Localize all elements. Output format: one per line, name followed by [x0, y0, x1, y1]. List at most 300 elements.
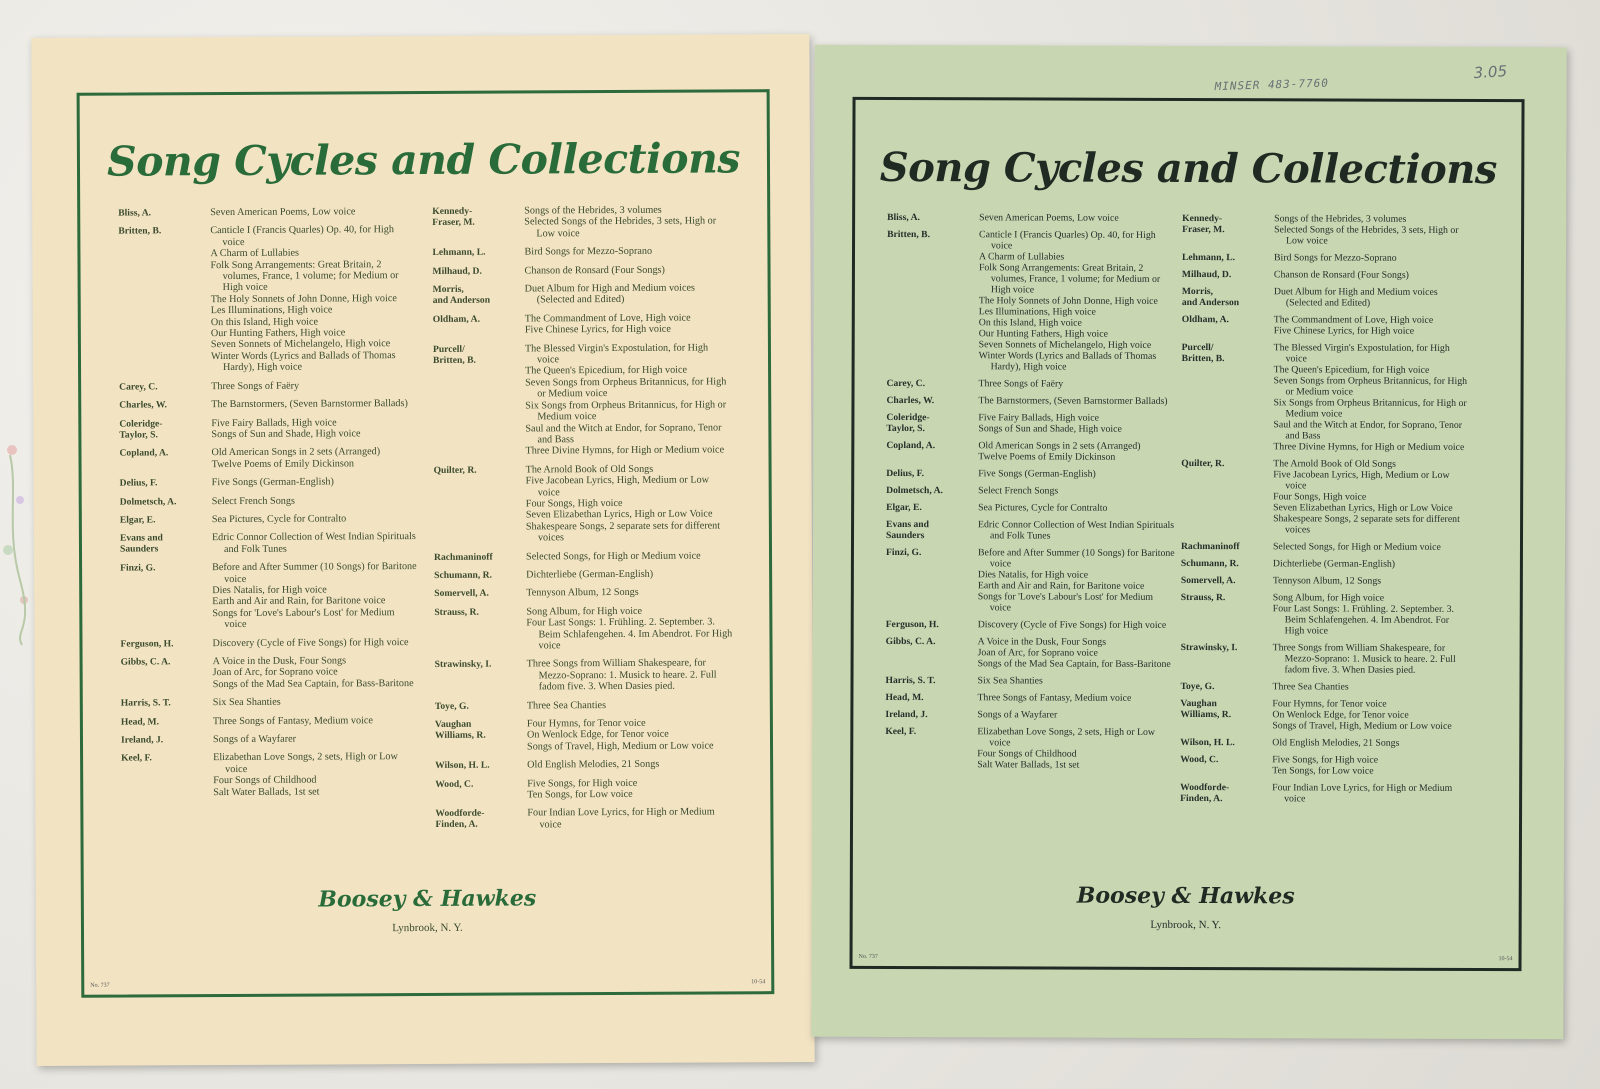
composer-name: Finzi, G. [120, 562, 156, 574]
catalog-entry [886, 395, 1176, 407]
work-title: Salt Water Ballads, 1st set [977, 759, 1080, 771]
work-title: Les Illuminations, High voice [210, 304, 333, 317]
catalog-column-b [432, 204, 733, 838]
work-title: Three Divine Hymns, for High or Medium voice [525, 444, 725, 457]
work-title: The Holy Sonnets of John Donne, High voice [978, 295, 1158, 307]
works-list [1273, 541, 1471, 553]
work-title: Select French Songs [211, 495, 295, 507]
composer-name: Elgar, E. [886, 501, 922, 514]
works-list [524, 246, 730, 258]
works-list [1273, 575, 1471, 587]
work-title: Edric Connor Collection of West Indian Spirituals and Folk Tunes [211, 531, 416, 555]
work-title: Folk Song Arrangements: Great Britain, 2 volumes, France, 1 volume; for Medium or High voice [978, 262, 1161, 296]
work-title: Three Songs of Fantasy, Medium voice [212, 714, 373, 727]
works-list [210, 224, 417, 373]
work-title: Elizabethan Love Songs, 2 sets, High or Low voice [213, 751, 398, 775]
work-title: Five Chinese Lyrics, for High voice [524, 323, 671, 336]
composer-name: Britten, B. [887, 228, 930, 241]
composer-name: Coleridge- Taylor, S. [119, 417, 163, 441]
work-title: Five Songs, for High voice [527, 777, 638, 790]
composer-name: Wilson, H. L. [435, 759, 490, 772]
works-list [978, 468, 1176, 480]
work-title: Selected Songs of the Hebrides, 3 sets, High or Low voice [1274, 224, 1459, 247]
composer-name: Delius, F. [119, 477, 158, 489]
works-list [527, 717, 733, 752]
work-title: Five Songs, for High voice [1272, 754, 1379, 766]
composer-name: Milhaud, D. [432, 265, 482, 277]
work-title: Winter Words (Lyrics and Ballads of Thomas Hardy), High voice [210, 350, 396, 374]
page-frame [77, 89, 775, 998]
catalog-entry [1180, 698, 1470, 732]
work-title: Three Divine Hymns, for High or Medium voice [1273, 441, 1465, 453]
work-title: Three Songs of Faëry [978, 378, 1064, 390]
work-title: Song Album, for High voice [1272, 592, 1385, 604]
composer-name: Copland, A. [119, 447, 169, 459]
composer-name: Vaughan Williams, R. [434, 718, 486, 741]
catalog-entry [1180, 681, 1470, 693]
catalog-entry [886, 636, 1176, 670]
catalog-entry [886, 519, 1176, 542]
work-title: Before and After Summer (10 Songs) for Baritone voice [977, 547, 1175, 570]
work-title: Winter Words (Lyrics and Ballads of Thomas Hardy), High voice [978, 350, 1157, 373]
work-title: Songs of a Wayfarer [977, 709, 1058, 721]
composer-name: Strawinsky, I. [1180, 641, 1238, 654]
catalog-entry [120, 561, 418, 631]
works-list [978, 412, 1176, 435]
composer-name: Toye, G. [434, 700, 469, 712]
works-list [1272, 754, 1470, 777]
catalog-number: No. 737 [858, 953, 878, 960]
catalog-entry [432, 246, 730, 259]
catalog-entry [118, 206, 416, 219]
catalog-entry [886, 619, 1176, 631]
composer-name: Woodforde- Finden, A. [435, 808, 485, 831]
composer-name: Evans and Saunders [119, 532, 163, 555]
composer-name: Charles, W. [119, 399, 167, 411]
composer-name: Evans and Saunders [886, 518, 930, 542]
catalog-entry [1180, 737, 1470, 749]
composer-name: Morris, and Anderson [1181, 285, 1240, 309]
catalog-entry [1181, 558, 1471, 570]
works-list [212, 495, 418, 507]
works-list [213, 733, 419, 745]
work-title: Songs of Sun and Shade, High voice [211, 428, 361, 441]
composer-name: Keel, F. [885, 725, 917, 738]
work-title: Five Fairy Ballads, High voice [211, 416, 337, 429]
catalog-entry [1181, 575, 1471, 587]
catalog-entry [886, 468, 1176, 480]
work-title: Five Jacobean Lyrics, High, Medium or Low voice [1273, 469, 1450, 492]
composer-name: Wood, C. [435, 778, 474, 790]
works-list [978, 395, 1176, 407]
work-title: Seven Sonnets of Michelangelo, High voice [978, 339, 1152, 351]
work-title: Seven Elizabethan Lyrics, High or Low Voice [1273, 502, 1453, 514]
composer-name: Delius, F. [886, 467, 925, 480]
work-title: Dies Natalis, for High voice [977, 569, 1089, 581]
work-title: Songs for 'Love's Labour's Lost' for Medium voice [977, 591, 1154, 614]
composer-name: Morris, and Anderson [432, 283, 491, 306]
composer-name: Dolmetsch, A. [119, 495, 177, 508]
page-title: Song Cycles and Collections [879, 143, 1497, 194]
work-title: Four Songs of Childhood [977, 748, 1077, 760]
catalog-entry [1180, 782, 1470, 805]
works-list [527, 807, 733, 831]
composer-name: Ferguson, H. [885, 618, 939, 631]
work-title: Dichterliebe (German-English) [1272, 558, 1396, 570]
catalog-entry [885, 726, 1175, 771]
work-title: Duet Album for High and Medium voices (Selected and Edited) [524, 282, 696, 306]
work-title: Duet Album for High and Medium voices (Selected and Edited) [1273, 286, 1438, 309]
work-title: The Barnstormers, (Seven Barnstormer Ballads) [211, 398, 408, 411]
composer-name: Gibbs, C. A. [120, 656, 171, 668]
catalog-entry [435, 699, 733, 712]
work-title: Seven Songs from Orpheus Britannicus, for High or Medium voice [1273, 375, 1468, 398]
work-title: Songs of a Wayfarer [212, 733, 297, 746]
work-title: Songs of the Hebrides, 3 volumes [1274, 213, 1407, 225]
works-list [977, 709, 1175, 721]
catalog-entry [1182, 252, 1472, 264]
composer-name: Keel, F. [121, 752, 152, 765]
work-title: Dies Natalis, for High voice [212, 584, 327, 597]
works-list [526, 605, 732, 652]
works-list [527, 699, 733, 711]
work-title: Three Songs from William Shakespeare, for Mezzo-Soprano: 1. Musick to heare. 2. Full fadom five. 3. When Dasies pied. [1272, 642, 1456, 676]
catalog-entry [886, 485, 1176, 497]
work-title: Four Hymns, for Tenor voice [1272, 698, 1387, 710]
work-title: Five Songs (German-English) [211, 476, 334, 489]
works-list [212, 561, 418, 631]
publisher-location: Lynbrook, N. Y. [392, 921, 463, 935]
work-title: Bird Songs for Mezzo-Soprano [524, 246, 653, 258]
work-title: Four Last Songs: 1. Frühling. 2. September. 3. Beim Schlafengehen. 4. Im Abendrot. For High voice [1272, 603, 1455, 637]
composer-name: Finzi, G. [885, 546, 922, 559]
works-list [1274, 314, 1472, 337]
works-list [525, 264, 731, 276]
work-title: Les Illuminations, High voice [978, 306, 1096, 318]
composer-name: Carey, C. [886, 377, 926, 390]
work-title: Tennyson Album, 12 Songs [526, 587, 639, 599]
work-title: The Holy Sonnets of John Donne, High voice [210, 292, 397, 305]
work-title: Seven Elizabethan Lyrics, High or Low Voice [525, 508, 713, 521]
work-title: Songs of Sun and Shade, High voice [978, 423, 1122, 435]
work-title: Twelve Poems of Emily Dickinson [978, 451, 1116, 463]
composer-name: Coleridge- Taylor, S. [886, 411, 930, 435]
works-list [1273, 558, 1471, 570]
publisher-name: Boosey & Hawkes [318, 885, 537, 913]
work-title: Selected Songs, for High or Medium voice [526, 550, 701, 563]
work-title: Seven Songs from Orpheus Britannicus, for High or Medium voice [525, 376, 727, 400]
work-title: Four Hymns, for Tenor voice [526, 717, 646, 730]
work-title: Five Fairy Ballads, High voice [978, 412, 1099, 424]
catalog-entry [120, 637, 418, 650]
work-title: The Barnstormers, (Seven Barnstormer Ballads) [978, 395, 1168, 407]
catalog-column-b [1180, 213, 1472, 811]
works-list [211, 417, 417, 441]
work-title: Our Hunting Fathers, High voice [210, 327, 346, 340]
works-list [212, 637, 418, 649]
work-title: Old English Melodies, 21 Songs [1272, 737, 1400, 749]
catalog-entry [1181, 458, 1471, 536]
catalog-entry [435, 717, 733, 753]
work-title: The Commandment of Love, High voice [1273, 314, 1434, 326]
catalog-entry [435, 777, 733, 801]
composer-name: Carey, C. [119, 381, 158, 393]
composer-name: Strauss, R. [1180, 591, 1226, 604]
work-title: On this Island, High voice [210, 316, 319, 328]
catalog-entry [1182, 269, 1472, 281]
works-list [213, 751, 419, 798]
catalog-entry [120, 513, 418, 526]
catalog-entry [433, 342, 732, 458]
work-title: Songs of Travel, High, Medium or Low voice [1272, 720, 1452, 732]
works-list [1273, 592, 1471, 637]
work-title: The Arnold Book of Old Songs [1273, 458, 1397, 470]
composer-name: Toye, G. [1180, 680, 1215, 693]
works-list [212, 531, 418, 555]
catalog-entry [1182, 314, 1472, 337]
work-title: Seven American Poems, Low voice [210, 206, 356, 219]
works-list [977, 675, 1175, 687]
work-title: On Wenlock Edge, for Tenor voice [526, 729, 669, 741]
work-title: Chanson de Ronsard (Four Songs) [524, 264, 665, 277]
work-title: Ten Songs, for Low voice [527, 788, 633, 801]
work-title: Four Songs, High voice [1273, 491, 1367, 503]
work-title: Three Sea Chanties [1272, 681, 1349, 693]
work-title: Discovery (Cycle of Five Songs) for High voice [212, 636, 409, 649]
works-list [1272, 681, 1470, 693]
work-title: The Queen's Epicedium, for High voice [525, 365, 688, 377]
works-list [1273, 342, 1471, 453]
works-list [978, 636, 1176, 670]
works-list [1274, 213, 1472, 247]
catalog-entry [435, 807, 733, 831]
handwritten-note: MINSER 483-7760 [1214, 76, 1330, 94]
work-title: On Wenlock Edge, for Tenor voice [1272, 709, 1409, 721]
works-list [1274, 286, 1472, 309]
work-title: Sea Pictures, Cycle for Contralto [211, 513, 347, 526]
composer-name: Somervell, A. [1180, 574, 1236, 587]
work-title: Three Songs from William Shakespeare, for Mezzo-Soprano: 1. Musick to heare. 2. Full fadom five. 3. When Dasies pied. [526, 657, 717, 693]
composer-name: Woodforde- Finden, A. [1180, 781, 1230, 805]
work-title: Elizabethan Love Songs, 2 sets, High or Low voice [977, 726, 1156, 749]
composer-name: Strauss, R. [434, 606, 479, 618]
catalog-entry [433, 282, 731, 306]
work-title: Ten Songs, for Low voice [1272, 765, 1374, 777]
catalog-entry [120, 476, 418, 489]
work-title: A Voice in the Dusk, Four Songs [977, 636, 1107, 648]
catalog-entry [435, 759, 733, 772]
work-title: A Charm of Lullabies [210, 247, 300, 260]
composer-name: Lehmann, L. [432, 246, 486, 259]
composer-name: Rachmaninoff [434, 551, 493, 563]
work-title: Five Songs (German-English) [978, 468, 1096, 480]
works-list [526, 568, 732, 580]
works-list [526, 463, 732, 544]
print-code: 10-54 [1498, 956, 1513, 963]
composer-name: Copland, A. [886, 439, 936, 452]
sheet-left [31, 34, 814, 1066]
works-list [978, 519, 1176, 542]
publisher-name: Boosey & Hawkes [1076, 882, 1295, 910]
work-title: Twelve Poems of Emily Dickinson [211, 458, 355, 470]
works-list [526, 550, 732, 562]
work-title: Our Hunting Fathers, High voice [978, 328, 1108, 340]
catalog-entry [887, 229, 1177, 373]
publisher-location: Lynbrook, N. Y. [1150, 918, 1221, 932]
composer-name: Head, M. [885, 691, 924, 704]
composer-name: Purcell/ Britten, B. [432, 343, 476, 366]
work-title: Selected Songs, for High or Medium voice [1272, 541, 1441, 553]
catalog-entry [887, 378, 1177, 390]
composer-name: Wood, C. [1180, 753, 1219, 766]
composer-name: Ireland, J. [120, 734, 164, 746]
work-title: Select French Songs [978, 485, 1059, 497]
sheet-right [811, 45, 1566, 1040]
work-title: Songs for 'Love's Labour's Lost' for Medium voice [212, 606, 395, 631]
work-title: Four Indian Love Lyrics, for High or Medium voice [1272, 782, 1453, 805]
catalog-entry [121, 715, 419, 728]
work-title: A Charm of Lullabies [978, 251, 1065, 263]
composer-name: Oldham, A. [432, 313, 481, 325]
work-title: Joan of Arc, for Soprano voice [212, 666, 338, 679]
composer-name: Elgar, E. [119, 514, 156, 526]
composer-name: Ireland, J. [885, 708, 928, 721]
work-title: Four Songs of Childhood [213, 774, 317, 787]
composer-name: Lehmann, L. [1181, 251, 1236, 264]
catalog-entry [887, 212, 1177, 224]
catalog-entry [1182, 286, 1472, 309]
work-title: Songs of the Mad Sea Captain, for Bass-Baritone [212, 677, 414, 690]
catalog-entry [1180, 754, 1470, 777]
works-list [525, 282, 731, 306]
works-list [213, 696, 419, 708]
works-list [211, 398, 417, 410]
works-list [1274, 252, 1472, 264]
catalog-entry [885, 692, 1175, 704]
work-title: Five Jacobean Lyrics, High, Medium or Low voice [525, 474, 710, 498]
composer-name: Head, M. [120, 716, 160, 728]
works-list [978, 485, 1176, 497]
work-title: The Queen's Epicedium, for High voice [1273, 364, 1430, 376]
work-title: Before and After Summer (10 Songs) for Baritone voice [212, 561, 417, 585]
work-title: Earth and Air and Rain, for Baritone voice [212, 595, 386, 608]
composer-name: Quilter, R. [433, 464, 477, 476]
work-title: On this Island, High voice [978, 317, 1082, 329]
works-list [978, 619, 1176, 631]
work-title: Songs of the Mad Sea Captain, for Bass-Baritone [977, 658, 1171, 670]
composer-name: Quilter, R. [1181, 457, 1225, 470]
embroidery-flowers-icon [0, 430, 40, 650]
works-list [979, 378, 1177, 390]
composer-name: Somervell, A. [434, 588, 489, 600]
work-title: Dichterliebe (German-English) [526, 568, 654, 581]
work-title: Selected Songs of the Hebrides, 3 sets, High or Low voice [524, 215, 717, 240]
catalog-entry [121, 751, 419, 798]
work-title: Song Album, for High voice [526, 605, 643, 618]
works-list [211, 446, 417, 470]
works-list [978, 440, 1176, 463]
work-title: Folk Song Arrangements: Great Britain, 2 volumes, France, 1 volume; for Medium or High voice [210, 258, 399, 294]
works-list [525, 342, 732, 457]
work-title: Six Sea Shanties [977, 675, 1043, 687]
catalog-entry [434, 587, 732, 600]
catalog-entry [119, 380, 417, 393]
catalog-entry [121, 733, 419, 746]
works-list [1274, 269, 1472, 281]
catalog-entry [885, 675, 1175, 687]
catalog-entry [1181, 592, 1471, 637]
catalog-entry [886, 502, 1176, 514]
work-title: Tennyson Album, 12 Songs [1272, 575, 1382, 587]
catalog-entry [886, 412, 1176, 435]
work-title: Six Songs from Orpheus Britannicus, for High or Medium voice [525, 399, 727, 423]
catalog-entry [1181, 541, 1471, 553]
catalog-entry [1181, 342, 1471, 453]
work-title: Songs of the Hebrides, 3 volumes [524, 204, 662, 217]
work-title: Shakespeare Songs, 2 separate sets for different voices [525, 520, 721, 544]
composer-name: Strawinsky, I. [434, 659, 492, 671]
catalog-entry [434, 605, 732, 652]
work-title: The Blessed Virgin's Expostulation, for High voice [524, 342, 709, 366]
catalog-entry [118, 224, 417, 374]
works-list [977, 726, 1175, 771]
work-title: Old American Songs in 2 sets (Arranged) [211, 446, 381, 459]
catalog-entry [434, 463, 732, 544]
catalog-entry [121, 655, 419, 691]
composer-name: Kennedy- Fraser, M. [432, 205, 475, 228]
work-title: Chanson de Ronsard (Four Songs) [1273, 269, 1409, 281]
work-title: Earth and Air and Rain, for Baritone voice [977, 580, 1145, 592]
work-title: Songs of Travel, High, Medium or Low voice [527, 740, 714, 753]
works-list [527, 759, 733, 771]
catalog-entry [433, 264, 731, 277]
composer-name: Britten, B. [118, 225, 162, 237]
catalog-entry [432, 204, 730, 240]
work-title: Discovery (Cycle of Five Songs) for High voice [977, 619, 1167, 631]
catalog-number: No. 737 [90, 982, 110, 989]
work-title: The Commandment of Love, High voice [524, 312, 691, 325]
work-title: Saul and the Witch at Endor, for Soprano, Tenor and Bass [525, 421, 722, 446]
works-list [524, 204, 730, 239]
composer-name: Vaughan Williams, R. [1180, 697, 1232, 721]
catalog-entry [434, 568, 732, 581]
page-frame [850, 97, 1525, 971]
catalog-entry [120, 531, 418, 555]
composer-name: Kennedy- Fraser, M. [1182, 212, 1225, 236]
works-list [978, 547, 1176, 614]
composer-name: Harris, S. T. [885, 674, 936, 687]
catalog-entry [119, 446, 417, 470]
works-list [526, 587, 732, 599]
composer-name: Charles, W. [886, 394, 935, 407]
composer-name: Ferguson, H. [120, 637, 174, 650]
work-title: Three Songs of Faëry [211, 380, 300, 392]
work-title: Old English Melodies, 21 Songs [527, 759, 660, 771]
composer-name: Dolmetsch, A. [886, 484, 943, 497]
composer-name: Milhaud, D. [1181, 268, 1232, 281]
catalog-column-a [885, 212, 1177, 777]
work-title: Edric Connor Collection of West Indian Spirituals and Folk Tunes [978, 519, 1175, 542]
work-title: Six Songs from Orpheus Britannicus, for High or Medium voice [1273, 397, 1467, 420]
works-list [979, 229, 1177, 373]
work-title: Canticle I (Francis Quarles) Op. 40, for High voice [210, 224, 394, 248]
catalog-entry [1182, 213, 1472, 247]
work-title: Six Sea Shanties [212, 696, 281, 709]
works-list [212, 513, 418, 525]
work-title: Seven Sonnets of Michelangelo, High voice [210, 338, 391, 351]
works-list [213, 715, 419, 727]
composer-name: Purcell/ Britten, B. [1181, 341, 1225, 365]
